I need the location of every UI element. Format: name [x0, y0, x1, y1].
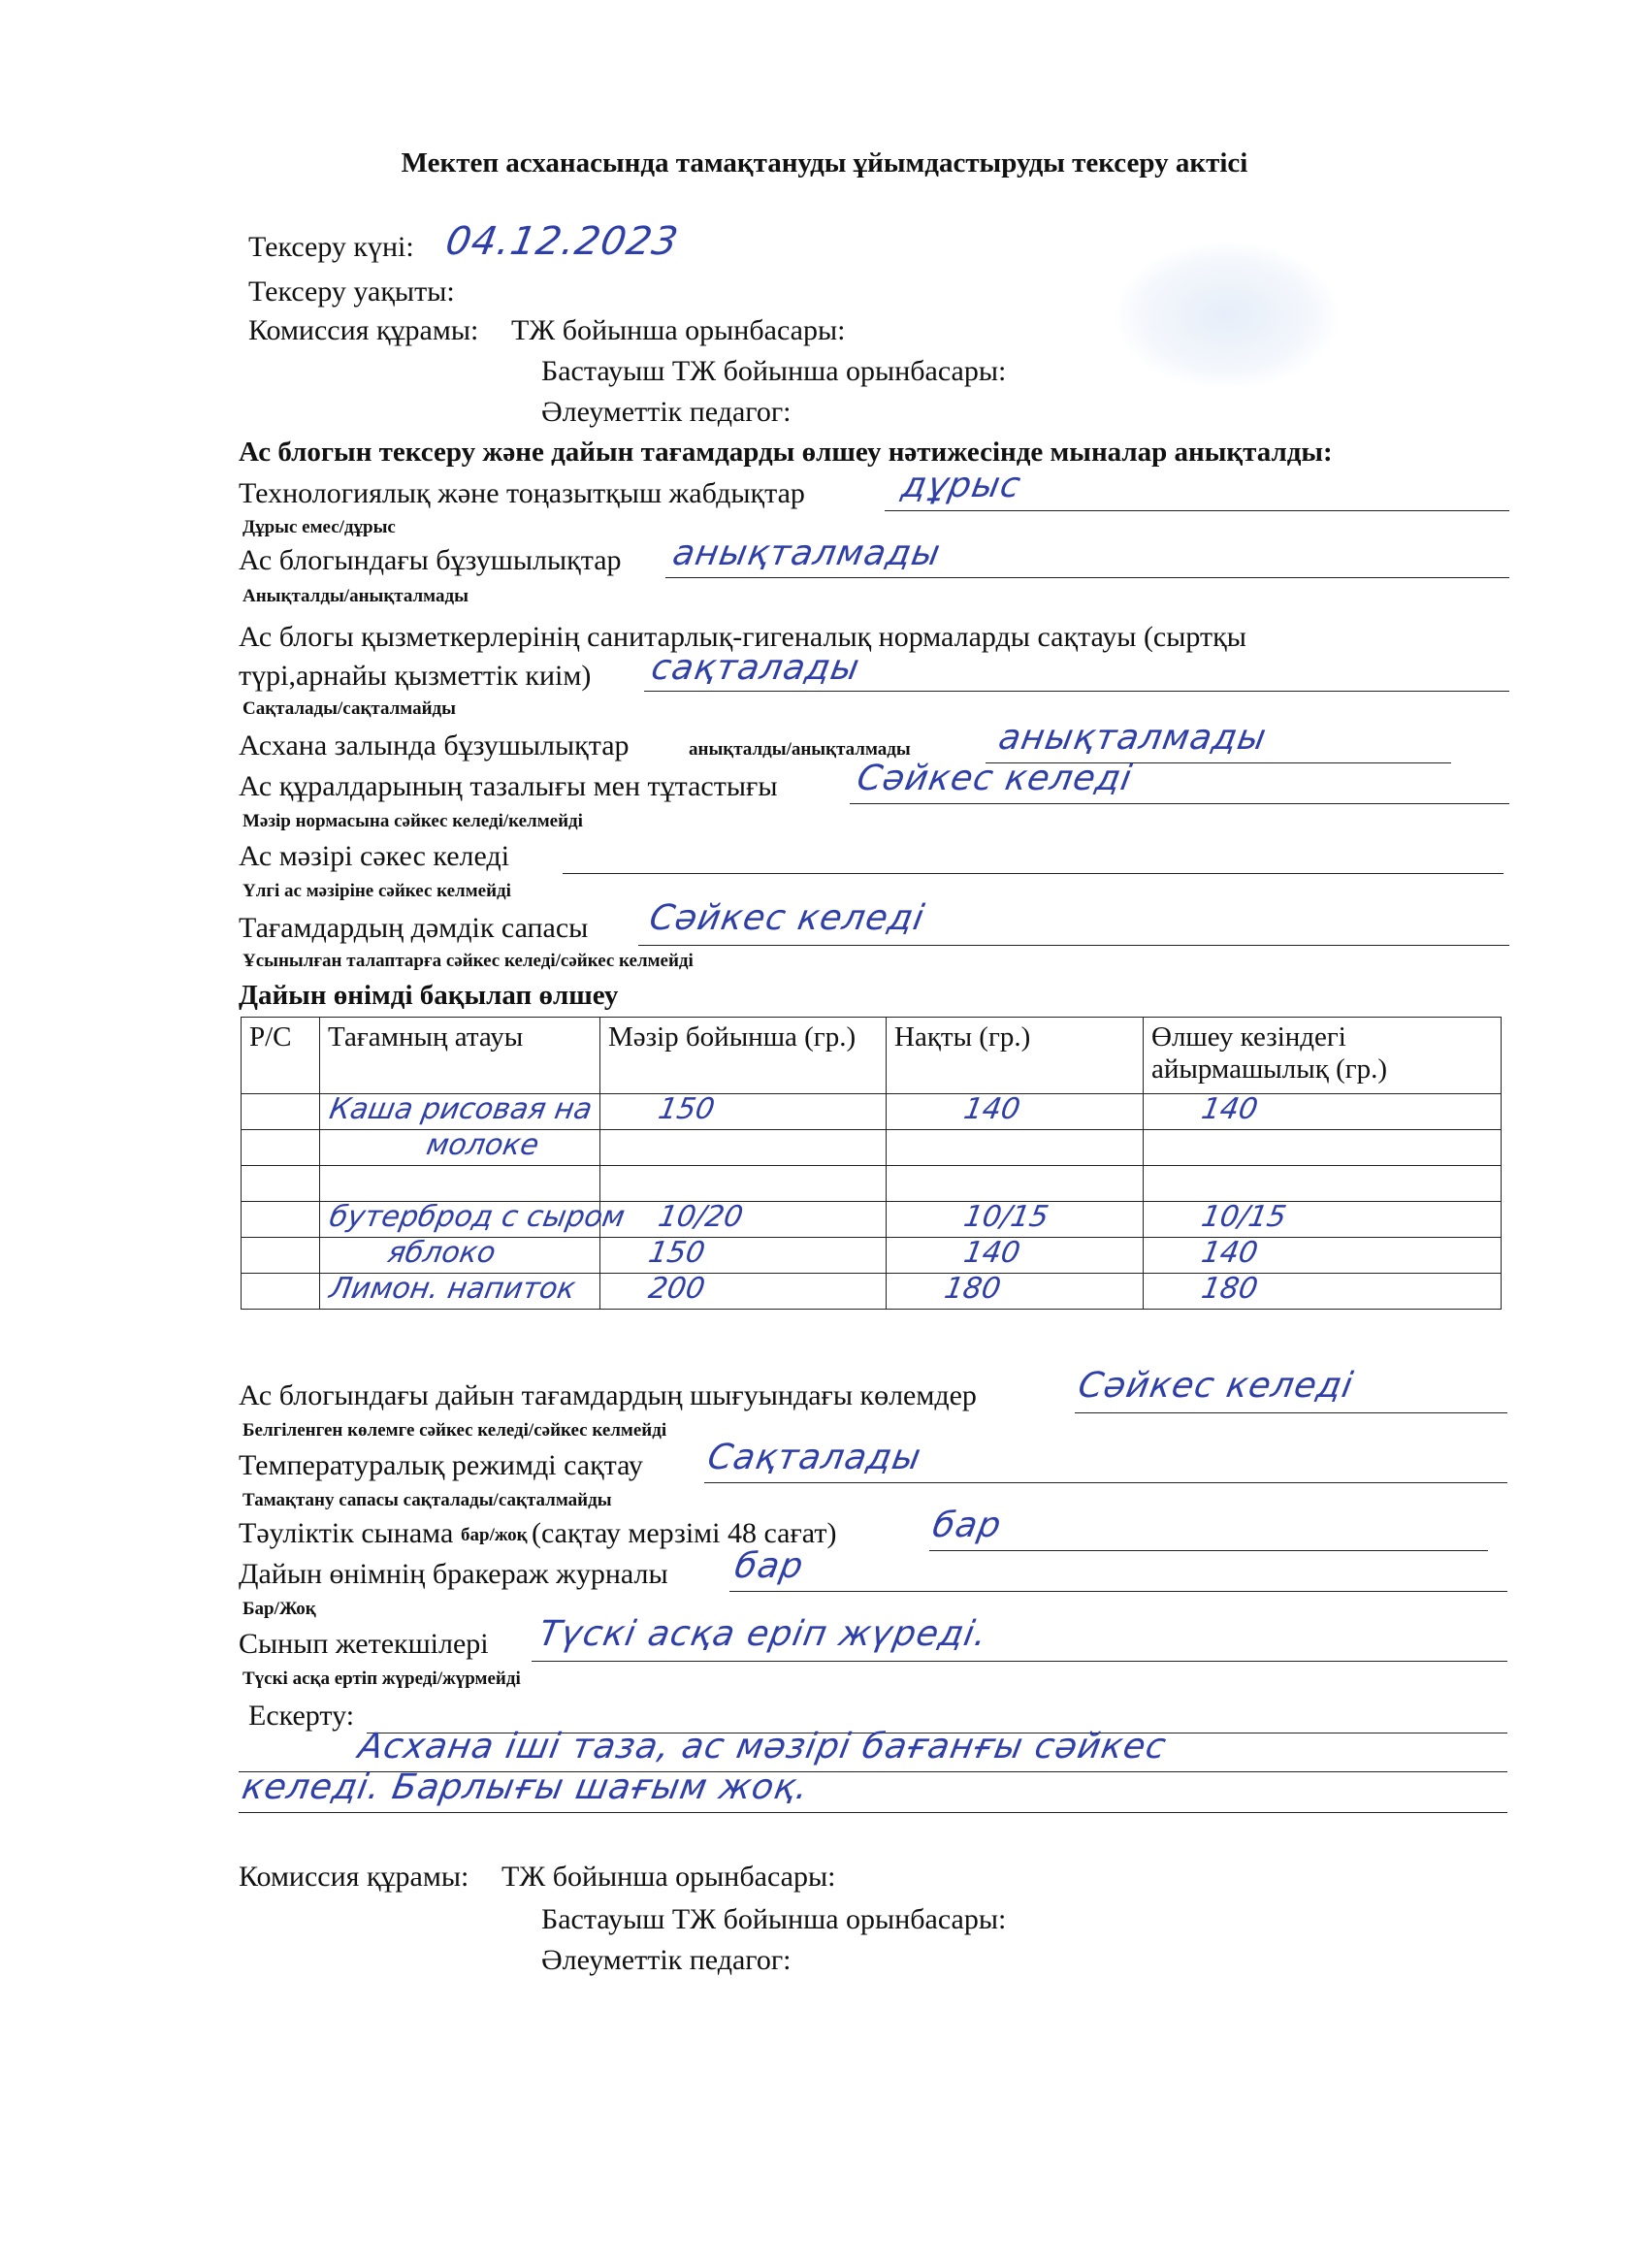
- commission-member: ТЖ бойынша орынбасары:: [501, 1861, 836, 1893]
- answer-line: [729, 1591, 1507, 1592]
- table-row: [242, 1274, 1502, 1310]
- table-header-cell: Тағамның атауы: [320, 1018, 600, 1094]
- answer-line: [638, 945, 1509, 946]
- check-answer: Сақталады: [704, 1438, 924, 1477]
- table-header-row: [242, 1018, 1502, 1094]
- check-hint: Дұрыс емес/дұрыс: [242, 517, 396, 537]
- table-cell: [320, 1166, 600, 1202]
- document-title: Мектеп асханасында тамақтануды ұйымдастыруды тексеру актісі: [401, 147, 1248, 178]
- check-label-tail: (сақтау мерзімі 48 сағат): [532, 1517, 837, 1549]
- check-hint: Анықталды/анықталмады: [242, 586, 469, 606]
- note-handwriting: келеді. Барлығы шағым жоқ.: [239, 1767, 813, 1807]
- table-cell: 150: [600, 1238, 887, 1274]
- answer-line: [850, 803, 1509, 804]
- table-cell: [1144, 1130, 1502, 1166]
- table-cell: 140: [1144, 1238, 1502, 1274]
- table-cell: 180: [887, 1274, 1144, 1310]
- commission-member: ТЖ бойынша орынбасары:: [511, 314, 846, 346]
- check-hint: Сақталады/сақталмайды: [242, 698, 456, 719]
- table-cell: яблоко: [320, 1238, 600, 1274]
- table-heading: Дайын өнімді бақылап өлшеу: [239, 980, 619, 1011]
- table-cell: [887, 1166, 1144, 1202]
- note-handwriting: Асхана іші таза, ас мәзірі бағанғы сәйкес: [355, 1727, 1170, 1766]
- check-answer: Сәйкес келеді: [854, 759, 1136, 798]
- check-label: Ас мәзірі сәкес келеді: [239, 840, 510, 872]
- check-label: Сынып жетекшілері: [239, 1628, 489, 1660]
- table-cell: 10/15: [1144, 1202, 1502, 1238]
- faded-stamp: [1116, 243, 1339, 388]
- check-label-small: анықталды/анықталмады: [689, 739, 911, 760]
- table-cell: 10/15: [887, 1202, 1144, 1238]
- table-cell: [242, 1274, 320, 1310]
- check-answer: Сәйкес келеді: [1075, 1366, 1357, 1406]
- table-cell: 140: [887, 1094, 1144, 1130]
- check-label: Ас құралдарының тазалығы мен тұтастығы: [239, 770, 778, 802]
- table-cell: 140: [1144, 1094, 1502, 1130]
- check-answer: бар: [731, 1546, 807, 1586]
- check-label: Ас блогындағы бұзушылықтар: [239, 544, 622, 576]
- commission-member: Әлеуметтік педагог:: [541, 396, 792, 428]
- answer-line: [665, 577, 1509, 578]
- table-cell: 200: [600, 1274, 887, 1310]
- check-hint: Бар/Жоқ: [242, 1599, 316, 1619]
- check-label: Асхана залында бұзушылықтар: [239, 729, 630, 761]
- table-header-cell: Өлшеу кезіндегі айырмашылық (гр.): [1144, 1018, 1502, 1094]
- table-cell: [242, 1094, 320, 1130]
- table-cell: [887, 1130, 1144, 1166]
- check-hint: Тамақтану сапасы сақталады/сақталмайды: [242, 1490, 612, 1510]
- section-heading: Ас блогын тексеру және дайын тағамдарды өлшеу нәтижесінде мыналар анықталды:: [239, 437, 1333, 468]
- table-cell: 10/20: [600, 1202, 887, 1238]
- answer-line: [704, 1482, 1507, 1483]
- check-label-continued: түрі,арнайы қызметтік киім): [239, 660, 592, 692]
- table-cell: [242, 1166, 320, 1202]
- answer-line: [885, 510, 1509, 511]
- check-hint: Белгіленген көлемге сәйкес келеді/сәйкес келмейді: [242, 1420, 667, 1441]
- check-label: Технологиялық және тоңазытқыш жабдықтар: [239, 477, 805, 509]
- table-cell: Лимон. напиток: [320, 1274, 600, 1310]
- table-cell: [1144, 1166, 1502, 1202]
- table-row: [242, 1238, 1502, 1274]
- table-header-cell: Мәзір бойынша (гр.): [600, 1018, 887, 1094]
- note-label: Ескерту:: [248, 1700, 355, 1732]
- answer-line: [563, 873, 1504, 874]
- check-answer: анықталмады: [669, 534, 944, 573]
- check-label: Ас блогындағы дайын тағамдардың шығуындағы көлемдер: [239, 1379, 977, 1411]
- table-cell: [242, 1238, 320, 1274]
- commission-member: Бастауыш ТЖ бойынша орынбасары:: [541, 355, 1007, 387]
- commission-label: Комиссия құрамы:: [248, 314, 479, 346]
- check-answer: Түскі асқа еріп жүреді.: [535, 1614, 991, 1654]
- answer-line: [929, 1550, 1488, 1551]
- commission-member: Бастауыш ТЖ бойынша орынбасары:: [541, 1903, 1007, 1935]
- check-label: Дайын өнімнің бракераж журналы: [239, 1558, 668, 1590]
- answer-line: [532, 1661, 1507, 1662]
- commission-label: Комиссия құрамы:: [239, 1861, 469, 1893]
- time-label: Тексеру уақыты:: [248, 275, 455, 308]
- table-row: [242, 1202, 1502, 1238]
- table-cell: [600, 1166, 887, 1202]
- table-row: [242, 1166, 1502, 1202]
- check-answer: сақталады: [648, 648, 863, 688]
- date-label: Тексеру күні:: [248, 231, 414, 263]
- note-line: [239, 1812, 1507, 1813]
- table-cell: бутерброд с сыром: [320, 1202, 600, 1238]
- table-cell: 140: [887, 1238, 1144, 1274]
- check-label: Тағамдардың дәмдік сапасы: [239, 912, 589, 944]
- table-header-cell: Нақты (гр.): [887, 1018, 1144, 1094]
- table-cell: Каша рисовая на: [320, 1094, 600, 1130]
- check-answer: дұрыс: [898, 466, 1024, 505]
- table-cell: [242, 1202, 320, 1238]
- date-value: 04.12.2023: [441, 219, 683, 264]
- weighing-table: [241, 1017, 1502, 1310]
- table-row: [242, 1130, 1502, 1166]
- check-label-small: бар/жоқ: [461, 1525, 528, 1545]
- check-hint: Ұсынылған талаптарға сәйкес келеді/сәйкес келмейді: [242, 951, 694, 971]
- answer-line: [1075, 1412, 1507, 1413]
- answer-line: [644, 691, 1509, 692]
- check-label: Температуралық режимді сақтау: [239, 1449, 643, 1481]
- commission-member: Әлеуметтік педагог:: [541, 1944, 792, 1976]
- check-hint: Мәзір нормасына сәйкес келеді/келмейді: [242, 811, 583, 831]
- check-hint: Түскі асқа ертіп жүреді/жүрмейді: [242, 1669, 521, 1689]
- table-cell: [242, 1130, 320, 1166]
- check-hint: Үлгі ас мәзіріне сәйкес келмейді: [242, 881, 511, 901]
- table-cell: [600, 1130, 887, 1166]
- table-row: [242, 1094, 1502, 1130]
- table-cell: 150: [600, 1094, 887, 1130]
- check-answer: бар: [929, 1506, 1005, 1545]
- table-header-cell: Р/С: [242, 1018, 320, 1094]
- table-cell: молоке: [320, 1130, 600, 1166]
- check-label: Ас блогы қызметкерлерінің санитарлық-гигеналық нормаларды сақтауы (сыртқы: [239, 621, 1246, 653]
- check-label: Тәуліктік сынама: [239, 1517, 454, 1549]
- check-answer: анықталмады: [995, 718, 1270, 758]
- table-cell: 180: [1144, 1274, 1502, 1310]
- check-answer: Сәйкес келеді: [646, 898, 928, 938]
